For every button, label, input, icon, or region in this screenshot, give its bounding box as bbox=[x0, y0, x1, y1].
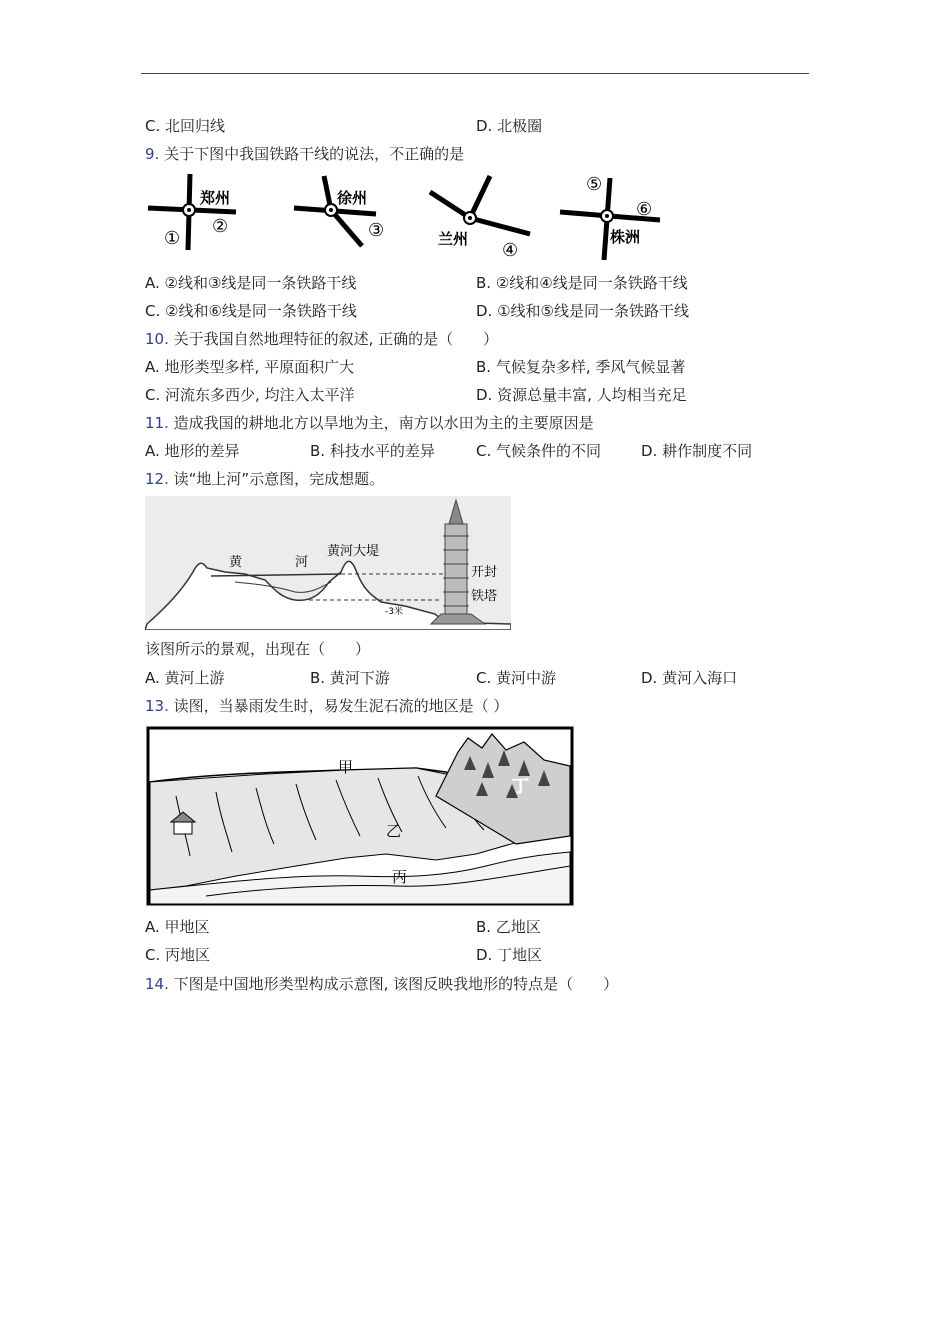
q10-option-d: D. 资源总量丰富, 人均相当充足 bbox=[476, 386, 687, 404]
xuzhou-junction bbox=[294, 176, 384, 246]
q11-option-d: D. 耕作制度不同 bbox=[641, 442, 753, 460]
q13-stem bbox=[145, 696, 508, 716]
q10-number: 10. bbox=[145, 330, 169, 348]
q13-number: 13. bbox=[145, 697, 169, 715]
q11-number: 11. bbox=[145, 414, 169, 432]
q10-stem bbox=[145, 329, 498, 349]
label-depth: -3米 bbox=[385, 607, 403, 617]
label-he: 河 bbox=[295, 555, 309, 570]
q9-option-a: A. ②线和③线是同一条铁路干线 bbox=[145, 274, 357, 292]
railway-junction-figure bbox=[140, 170, 680, 266]
label-tieta: 铁塔 bbox=[471, 589, 498, 604]
header-rule bbox=[141, 73, 809, 74]
q13-option-d: D. 丁地区 bbox=[476, 946, 543, 964]
q10-option-b: B. 气候复杂多样, 季风气候显著 bbox=[476, 358, 686, 376]
q11-stem-text: 造成我国的耕地北方以旱地为主，南方以水田为主的主要原因是 bbox=[173, 414, 594, 432]
q12-option-c: C. 黄河中游 bbox=[476, 669, 557, 687]
q8-option-d: D. 北极圈 bbox=[476, 117, 543, 135]
q10-option-c: C. 河流东多西少, 均注入太平洋 bbox=[145, 386, 355, 404]
label-bing: 丙 bbox=[392, 868, 408, 886]
lanzhou-junction bbox=[430, 176, 530, 261]
q9-stem-text: 关于下图中我国铁路干线的说法，不正确的是 bbox=[164, 145, 465, 163]
q10-stem-text: 关于我国自然地理特征的叙述, 正确的是（ ） bbox=[173, 330, 499, 348]
q14-stem-text: 下图是中国地形类型构成示意图, 该图反映我地形的特点是（ ） bbox=[173, 975, 619, 993]
label-line-2: ② bbox=[212, 216, 229, 237]
q9-option-d: D. ①线和⑤线是同一条铁路干线 bbox=[476, 302, 689, 320]
q14-number: 14. bbox=[145, 975, 169, 993]
zhuzhou-junction bbox=[560, 174, 660, 260]
q12-option-b: B. 黄河下游 bbox=[310, 669, 390, 687]
q12-stem bbox=[145, 469, 384, 489]
zhengzhou-junction bbox=[148, 174, 236, 250]
label-line-5: ⑤ bbox=[586, 174, 603, 195]
q9-option-c: C. ②线和⑥线是同一条铁路干线 bbox=[145, 302, 357, 320]
label-line-6: ⑥ bbox=[636, 199, 653, 220]
q12-stem-text: 读“地上河”示意图，完成想题。 bbox=[173, 470, 385, 488]
label-zhengzhou: 郑州 bbox=[200, 189, 231, 207]
q11-stem bbox=[145, 413, 594, 433]
q11-option-c: C. 气候条件的不同 bbox=[476, 442, 602, 460]
q12-subquestion: 该图所示的景观，出现在（ ） bbox=[145, 640, 371, 658]
q13-stem-text: 读图，当暴雨发生时，易发生泥石流的地区是（ ） bbox=[173, 697, 509, 715]
label-zhuzhou: 株洲 bbox=[610, 228, 641, 246]
q10-option-a: A. 地形类型多样, 平原面积广大 bbox=[145, 358, 355, 376]
q9-option-b: B. ②线和④线是同一条铁路干线 bbox=[476, 274, 688, 292]
label-line-1: ① bbox=[164, 228, 181, 249]
label-kaifeng: 开封 bbox=[471, 565, 498, 580]
mudflow-landscape-figure bbox=[146, 726, 574, 906]
q11-option-b: B. 科技水平的差异 bbox=[310, 442, 435, 460]
q8-option-c: C. 北回归线 bbox=[145, 117, 226, 135]
q9-stem bbox=[145, 144, 464, 164]
q12-option-a: A. 黄河上游 bbox=[145, 669, 225, 687]
q13-option-b: B. 乙地区 bbox=[476, 918, 541, 936]
q13-option-c: C. 丙地区 bbox=[145, 946, 211, 964]
q14-stem bbox=[145, 974, 618, 994]
q12-option-d: D. 黄河入海口 bbox=[641, 669, 738, 687]
label-line-3: ③ bbox=[368, 220, 385, 241]
label-ding: 丁 bbox=[512, 777, 529, 797]
label-jia: 甲 bbox=[338, 758, 354, 776]
label-xuzhou: 徐州 bbox=[337, 189, 368, 207]
elevated-river-figure bbox=[145, 496, 511, 630]
label-dam: 黄河大堤 bbox=[327, 544, 380, 559]
q13-option-a: A. 甲地区 bbox=[145, 918, 210, 936]
q11-option-a: A. 地形的差异 bbox=[145, 442, 240, 460]
q9-number: 9. bbox=[145, 145, 160, 163]
label-huang: 黄 bbox=[229, 555, 243, 570]
label-line-4: ④ bbox=[502, 240, 519, 261]
label-lanzhou: 兰州 bbox=[438, 230, 469, 248]
label-yi: 乙 bbox=[386, 822, 402, 840]
q12-number: 12. bbox=[145, 470, 169, 488]
